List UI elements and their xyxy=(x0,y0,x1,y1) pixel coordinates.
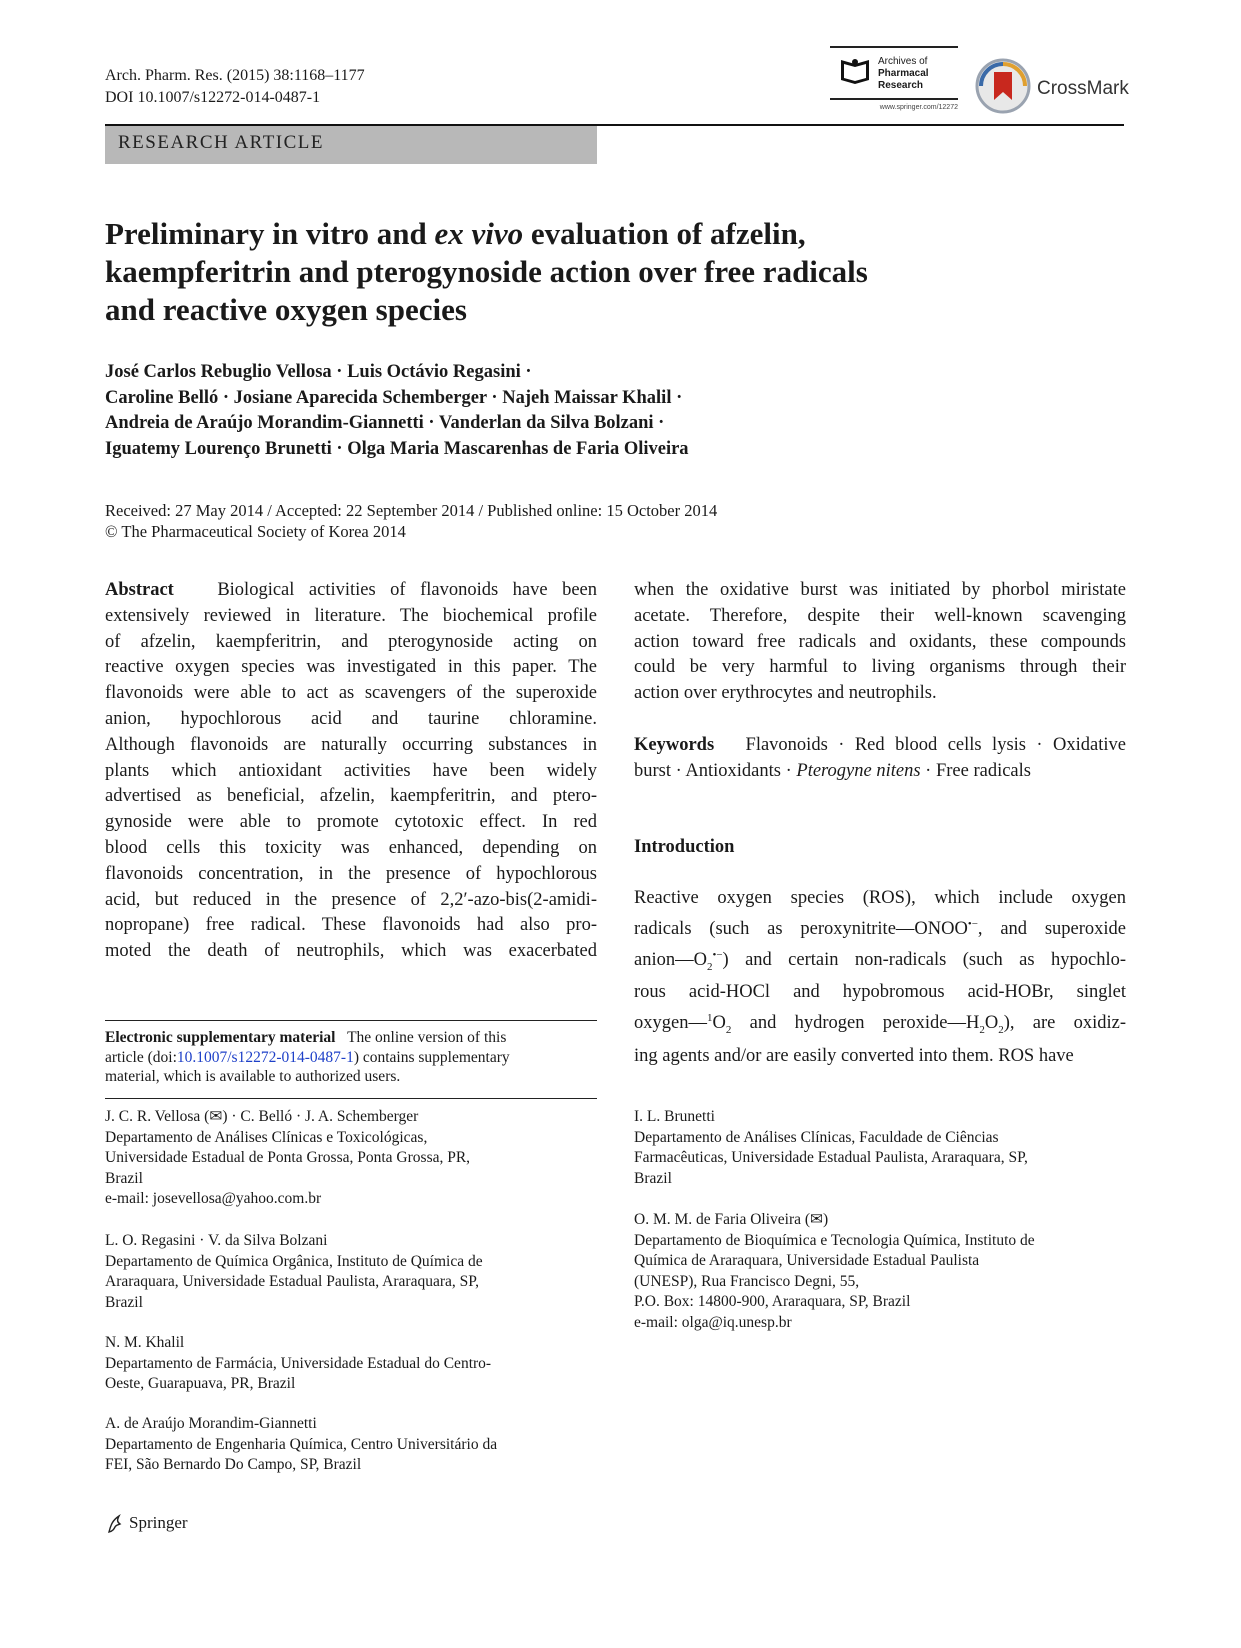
affiliation-block: A. de Araújo Morandim-Giannetti Departamento de Engenharia Química, Centro Universitário da FEI, São Bernardo Do Campo, SP, Brazil xyxy=(105,1415,498,1473)
intro-line-5: $oxygen—^1O_2$ and hydrogen $peroxide—H_2O_2$), are oxidiz- xyxy=(634,1012,1126,1037)
abstract-label: Abstract xyxy=(105,580,174,600)
crossmark-badge[interactable] xyxy=(975,58,1129,118)
electronic-supplementary-note: Electronic supplementary material The online version of this article (doi:10.1007/s12272-014-0487-1) contains supplementary material, which is available to authorized users. xyxy=(105,1029,510,1085)
journal-url: www.springer.com/12272 xyxy=(879,104,958,111)
footnote-divider xyxy=(105,1020,597,1021)
keywords-line-2: burst · Antioxidants · Pterogyne nitens · Free radicals xyxy=(634,760,1031,781)
abstract-first-line: Abstract Biological activities of flavonoids have been xyxy=(105,580,597,600)
crossmark-icon xyxy=(975,58,1031,114)
publisher-name: Springer xyxy=(129,1513,188,1532)
article-type: RESEARCH ARTICLE xyxy=(118,132,325,153)
keywords-label: Keywords xyxy=(634,734,715,755)
affiliation-block: L. O. Regasini · V. da Silva Bolzani Departamento de Química Orgânica, Instituto de Química de Araraquara, Universidade Estadual Paulista, Araraquara, SP, Brazil xyxy=(105,1232,483,1311)
affiliation-block: J. C. R. Vellosa (✉) · C. Belló · J. A. Schemberger Departamento de Análises Clínicas e Toxicológicas, Universidade Estadual de Ponta Grossa, Ponta Grossa, PR, Brazil e-mail: josevellosa@yahoo.com.br xyxy=(105,1108,471,1207)
intro-line-3: $anion—O_2^{•-}$) and certain non-radicals (such as hypochlo- xyxy=(634,948,1126,973)
journal-logo-text: Archives of Pharmacal Research xyxy=(878,56,929,91)
publication-dates: Received: 27 May 2014 / Accepted: 22 September 2014 / Published online: 15 October 2014 © The Pharmaceutical Society of Korea 2014 xyxy=(105,501,718,541)
affiliation-block: O. M. M. de Faria Oliveira (✉) Departamento de Bioquímica e Tecnologia Química, Instituto de Química de Araraquara, Universidade Estadual Paulista (UNESP), Rua Francisco Degni, 55, P.O. Box: 14800-900, Araraquara, SP, Brazil e-mail: olga@iq.unesp.br xyxy=(634,1211,1035,1331)
springer-horse-icon xyxy=(105,1512,125,1534)
doi-link[interactable]: 10.1007/s12272-014-0487-1 xyxy=(176,1048,354,1066)
section-heading-introduction: Introduction xyxy=(634,837,735,857)
journal-reference xyxy=(105,65,525,109)
publisher-footer xyxy=(105,1512,188,1534)
affiliation-block: N. M. Khalil Departamento de Farmácia, Universidade Estadual do Centro- Oeste, Guarapuava, PR, Brazil xyxy=(105,1334,492,1392)
keywords-line-1: Keywords Flavonoids · Red blood cells lysis · Oxidative xyxy=(634,734,1127,755)
journal-citation: Arch. Pharm. Res. (2015) 38:1168–1177 xyxy=(105,67,365,84)
open-book-icon xyxy=(838,58,872,86)
crossmark-label: CrossMark xyxy=(1037,78,1129,99)
affiliation-block: I. L. Brunetti Departamento de Análises Clínicas, Faculdade de Ciências Farmacêuticas, Universidade Estadual Paulista, Araraquara, SP, Brazil xyxy=(634,1108,1028,1187)
affiliation-divider xyxy=(105,1098,597,1099)
abstract-continued: when the oxidative burst was initiated by phorbol miristate acetate. Therefore, despite their well-known scavenging action toward free radicals and oxidants, these compounds could be very harmful to living organisms through their action over erythrocytes and neutrophils. Keywords Flavonoids · Red blood cells lysis · Oxidative burst · Antioxidants · Pterogyne nitens · Free radicals xyxy=(634,578,1126,784)
introduction-text: Reactive oxygen species (ROS), which include oxygen radicals (such as peroxynitrite—ONOO•−, and superoxide $anion—O_2^{•-}$) and certain non-radicals (such as hypochlo- rous acid-HOCl and hypobromous acid-HOBr, singlet $oxygen—^1O_2$ and hydrogen $peroxide—H_2O_2$), are oxidiz- ing agents and/or are easily converted into them. ROS have xyxy=(634,888,1126,1066)
journal-logo xyxy=(830,46,958,111)
author-list: José Carlos Rebuglio Vellosa · Luis Octávio Regasini · Caroline Belló · Josiane Aparecida Schemberger · Najeh Maissar Khalil · Andreia de Araújo Morandim-Giannetti · Vanderlan da Silva Bolzani · Iguatemy Lourenço Brunetti · Olga Maria Mascarenhas de Faria Oliveira xyxy=(105,362,689,459)
article-title: Preliminary in vitro and ex vivo evaluation of afzelin, kaempferitrin and pterogynoside action over free radicals and reactive oxygen species xyxy=(105,216,868,327)
journal-doi: DOI 10.1007/s12272-014-0487-1 xyxy=(105,89,321,106)
abstract: Abstract Biological activities of flavonoids have been extensively reviewed in literature. The biochemical profile of afzelin, kaempferitrin, and pterogynoside acting on reactive oxygen species was investigated in this paper. The flavonoids were able to act as scavengers of the superoxide anion, hypochlorous acid and taurine chloramine. Although flavonoids are naturally occurring substances in plants which antioxidant activities have been widely advertised as beneficial, afzelin, kaempferitrin, and ptero- gynoside were able to promote cytotoxic effect. In red blood cells this toxicity was enhanced, depending on flavonoids concentration, in the presence of hypochlorous acid, but reduced in the presence of 2,2′-azo-bis(2-amidi- nopropane) free radical. These flavonoids had also pro- moted the death of neutrophils, which was exacerbated xyxy=(105,580,597,962)
intro-line-2: radicals (such as peroxynitrite—ONOO•−, and superoxide xyxy=(634,917,1126,939)
esm-label: Electronic supplementary material xyxy=(105,1029,336,1046)
